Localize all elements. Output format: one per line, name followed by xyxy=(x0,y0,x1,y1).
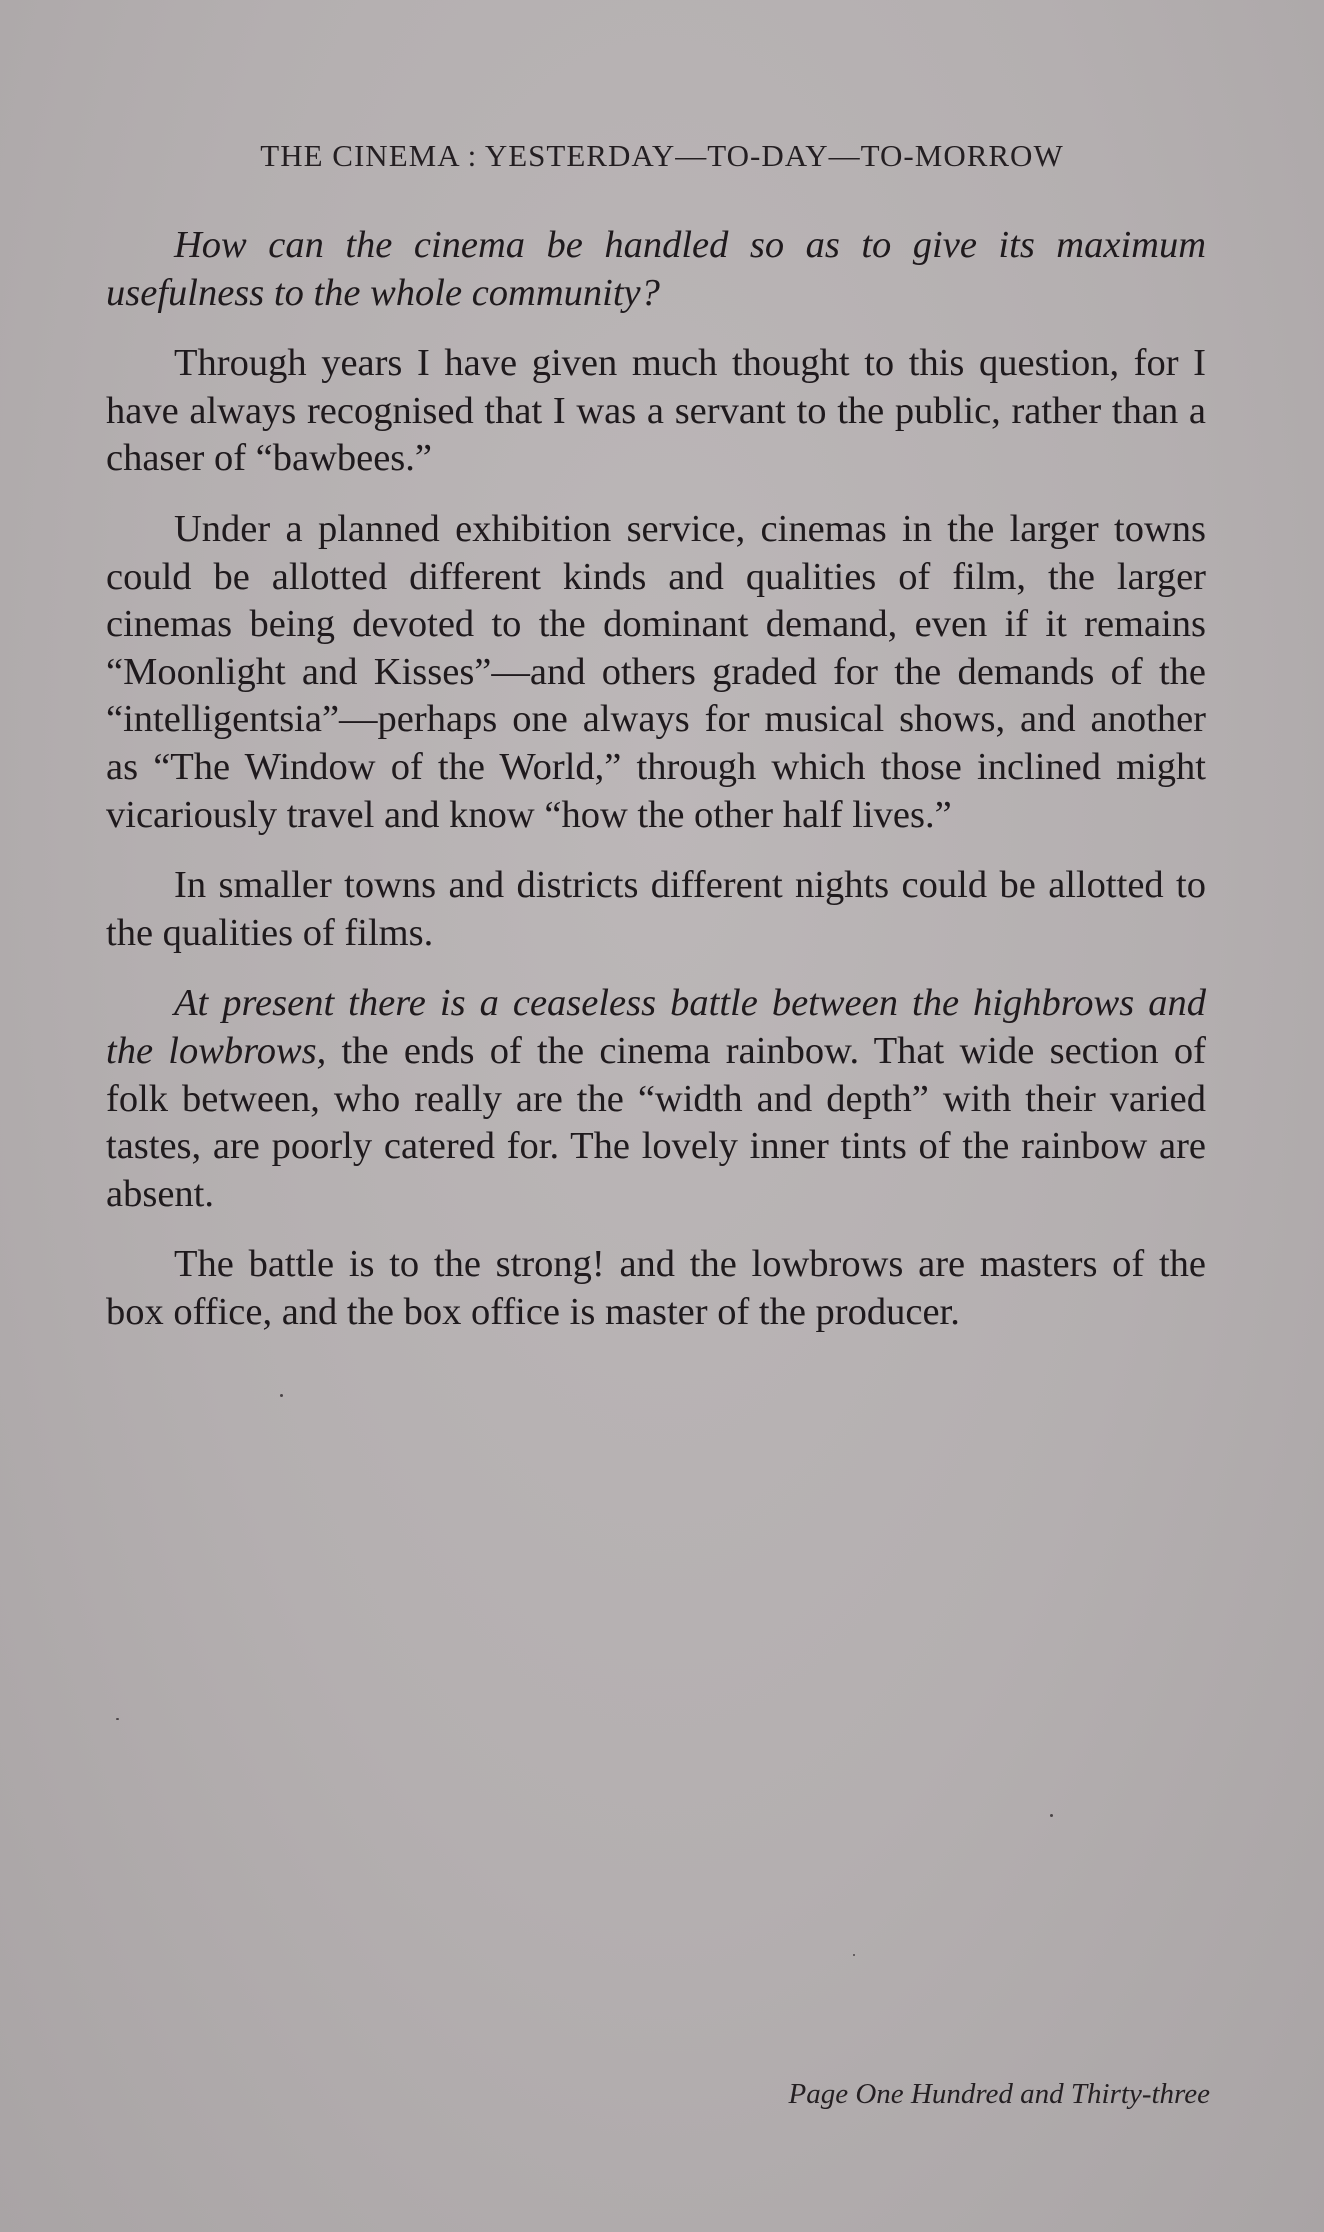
paragraph: Through years I have given much thought to this question, for I have always recognised that I was a servant to the public, rather than a chaser of “bawbees.” xyxy=(106,342,1206,480)
paragraph: In smaller towns and districts different nights could be allotted to the qualities of films. xyxy=(106,864,1206,954)
paragraph-emphasis: At present there is a ceaseless battle between the highbrows and the lowbrows, xyxy=(106,982,1206,1072)
paragraph xyxy=(106,980,1206,1218)
paragraph: Under a planned exhibition service, cinemas in the larger towns could be allotted different kinds and qualities of film, the larger cinemas being devoted to the dominant demand, even if it remains “Moonlight and Kisses”—and others graded for the demands of the “intelligentsia”—perhaps one always for musical shows, and another as “The Window of the World,” through which those inclined might vicariously travel and know “how the other half lives.” xyxy=(106,507,1206,836)
paper-speck xyxy=(853,1954,855,1956)
paper-speck xyxy=(116,1718,119,1720)
paragraph-rest: the ends of the cinema rainbow. That wide section of folk between, who really are the “width and depth” with their varied tastes, are poorly catered for. The lovely inner tints of the rainbow are absent. xyxy=(106,1029,1206,1215)
paper-speck xyxy=(280,1394,283,1397)
paper-speck xyxy=(1050,1814,1053,1817)
page-folio: Page One Hundred and Thirty-three xyxy=(788,2078,1210,2110)
running-head: THE CINEMA : YESTERDAY—TO-DAY—TO-MORROW xyxy=(260,138,1064,173)
paragraph: The battle is to the strong! and the lowbrows are masters of the box office, and the box office is master of the producer. xyxy=(106,1243,1206,1333)
paragraph-question: How can the cinema be handled so as to give its maximum usefulness to the whole community? xyxy=(106,224,1206,314)
body-text xyxy=(106,222,1206,1359)
